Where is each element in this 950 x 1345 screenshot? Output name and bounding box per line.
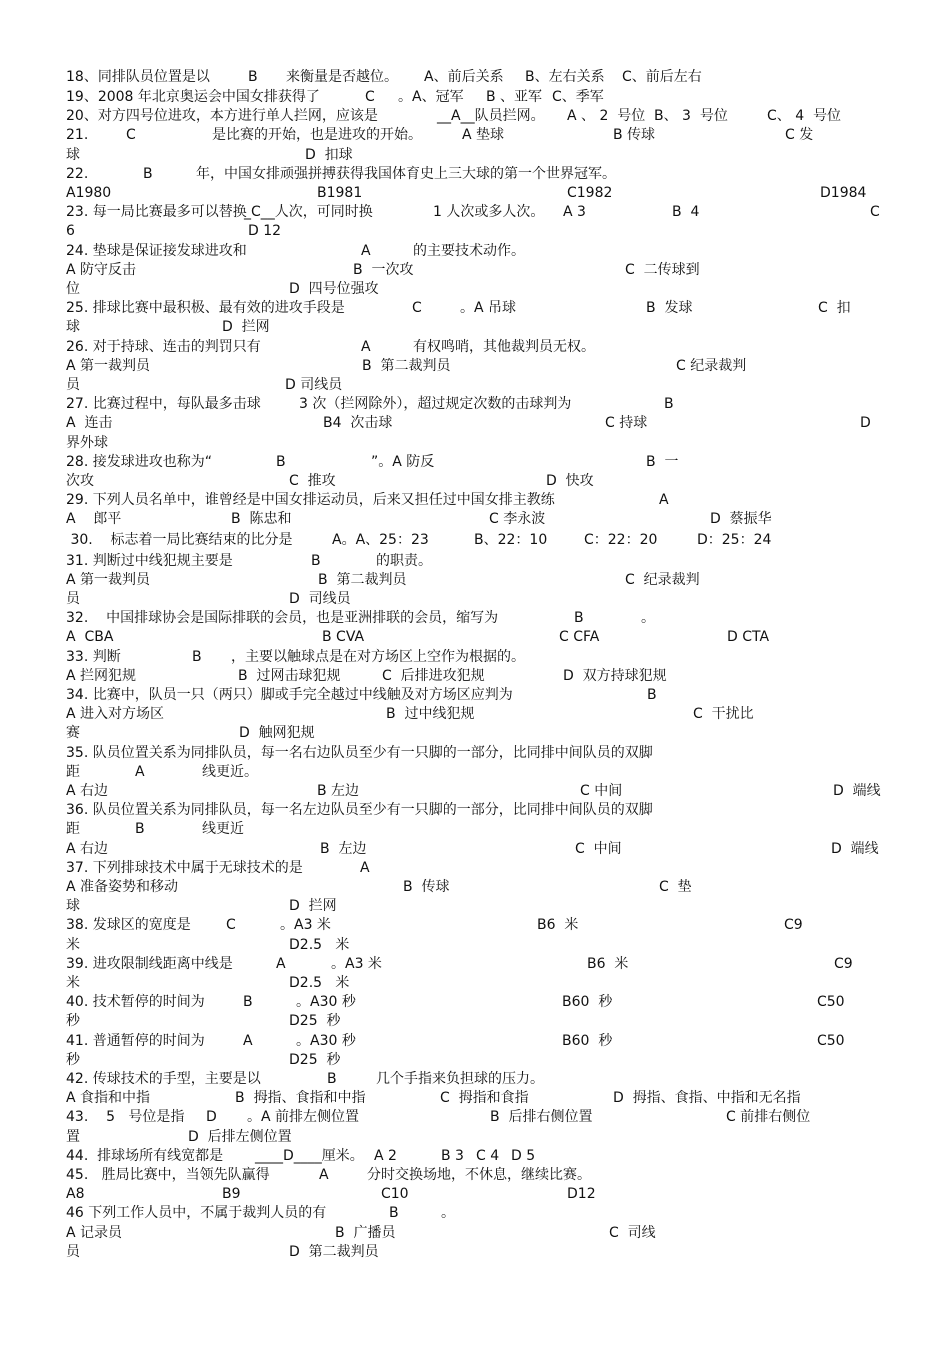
line-text: A 进入对方场区: [66, 706, 165, 722]
line-text: 23. 每一局比赛最多可以替换: [66, 204, 247, 220]
line-segment: C 干扰比: [693, 706, 754, 722]
line-segment: D 四号位强攻: [289, 281, 379, 297]
line-segment: D 12: [248, 223, 282, 239]
question-line: [0, 1051, 950, 1070]
line-segment: A: [361, 339, 371, 355]
line-segment: C、 4 号位: [767, 108, 842, 124]
line-segment: A: [243, 1033, 253, 1049]
line-segment: B 、亚军: [486, 89, 543, 105]
question-line: [0, 395, 950, 414]
line-segment: D 后排左侧位置: [188, 1129, 292, 1145]
line-segment: B: [389, 1205, 399, 1221]
line-segment: B: [327, 1071, 337, 1087]
question-line: [0, 667, 950, 686]
line-segment: B、 3 号位: [654, 108, 728, 124]
line-segment: C：22：20: [584, 532, 658, 548]
question-line: [0, 1108, 950, 1127]
line-text: 43. 5 号位是指: [66, 1109, 185, 1125]
line-segment: 。A3 米: [331, 956, 382, 972]
line-text: 26. 对于持球、连击的判罚只有: [66, 339, 261, 355]
line-segment: 年，中国女排顽强拼搏获得我国体育史上三大球的第一个世界冠军。: [196, 166, 616, 182]
line-segment: 。A3 米: [280, 917, 331, 933]
question-line: [0, 376, 950, 395]
line-text: 37. 下列排球技术中属于无球技术的是: [66, 860, 303, 876]
line-segment: A、前后关系: [424, 69, 504, 85]
line-segment: D 端线: [831, 841, 879, 857]
line-segment: B 一: [646, 454, 679, 470]
question-line: [0, 609, 950, 628]
line-segment: __A__队员拦网。: [437, 108, 545, 124]
line-text: 35. 队员位置关系为同排队员，每一名右边队员至少有一只脚的一部分，比同排中间队员的双脚: [66, 745, 653, 761]
line-text: 30. 标志着一局比赛结束的比分是: [66, 532, 293, 548]
question-line: [0, 1185, 950, 1204]
line-segment: D 双方持球犯规: [563, 668, 667, 684]
line-segment: 。A30 秒: [296, 1033, 356, 1049]
line-segment: B 左边: [317, 783, 360, 799]
question-line: [0, 146, 950, 165]
line-segment: B 一次攻: [353, 262, 414, 278]
question-line: [0, 897, 950, 916]
line-segment: D25 秒: [289, 1052, 341, 1068]
question-line: [0, 222, 950, 241]
line-segment: B60 秒: [562, 994, 613, 1010]
line-segment: _C__人次，可同时换: [244, 204, 373, 220]
line-segment: B 过网击球犯规: [238, 668, 341, 684]
question-line: [0, 1032, 950, 1051]
line-segment: 的主要技术动作。: [413, 243, 525, 259]
question-line: [0, 338, 950, 357]
question-line: [0, 916, 950, 935]
question-line: [0, 1089, 950, 1108]
line-segment: D2.5 米: [289, 975, 350, 991]
line-text: 球: [66, 147, 80, 163]
line-segment: B: [574, 610, 584, 626]
line-segment: B 广播员: [335, 1225, 396, 1241]
line-text: A8: [66, 1186, 85, 1202]
question-line: [0, 628, 950, 647]
line-segment: A: [135, 764, 145, 780]
question-line: [0, 453, 950, 472]
line-segment: D12: [567, 1186, 596, 1202]
line-text: 31. 判断过中线犯规主要是: [66, 553, 233, 569]
line-text: 45. 胜局比赛中，当领先队赢得: [66, 1167, 270, 1183]
line-text: 46 下列工作人员中，不属于裁判人员的有: [66, 1205, 327, 1221]
question-line: [0, 1012, 950, 1031]
line-segment: C、季军: [552, 89, 604, 105]
line-text: A 第一裁判员: [66, 358, 151, 374]
question-line: [0, 165, 950, 184]
line-segment: 是比赛的开始，也是进攻的开始。: [212, 127, 422, 143]
question-line: [0, 552, 950, 571]
line-segment: 。A 吊球: [460, 300, 517, 316]
question-line: [0, 126, 950, 145]
line-segment: A 2: [374, 1148, 397, 1164]
line-segment: A: [659, 492, 669, 508]
line-segment: C 中间: [575, 841, 622, 857]
line-segment: B CVA: [322, 629, 365, 645]
line-segment: C 司线: [609, 1225, 656, 1241]
line-text: 19、2008 年北京奥运会中国女排获得了: [66, 89, 320, 105]
question-line: [0, 571, 950, 590]
line-segment: D 拦网: [222, 319, 270, 335]
line-segment: C 垫: [659, 879, 692, 895]
line-segment: B 4: [672, 204, 700, 220]
line-segment: C 李永波: [489, 511, 546, 527]
line-segment: C 持球: [605, 415, 648, 431]
question-line: [0, 878, 950, 897]
line-segment: D1984: [820, 185, 867, 201]
question-line: [0, 68, 950, 87]
line-text: 33. 判断: [66, 649, 121, 665]
line-segment: C1982: [567, 185, 613, 201]
question-line: [0, 820, 950, 839]
line-text: A 拦网犯规: [66, 668, 137, 684]
line-text: 28. 接发球进攻也称为“: [66, 454, 212, 470]
line-text: 员: [66, 377, 80, 393]
line-segment: C 前排右侧位: [726, 1109, 811, 1125]
line-text: 球: [66, 898, 80, 914]
line-segment: D：25：24: [697, 532, 772, 548]
line-segment: 。A、冠军: [398, 89, 464, 105]
line-text: 秒: [66, 1013, 80, 1029]
line-text: 米: [66, 937, 80, 953]
line-text: 界外球: [66, 435, 108, 451]
question-line: [0, 434, 950, 453]
line-segment: 来衡量是否越位。: [286, 69, 398, 85]
question-line: [0, 88, 950, 107]
line-segment: C50: [817, 994, 845, 1010]
line-text: 赛: [66, 725, 80, 741]
line-segment: C 纪录裁判: [625, 572, 700, 588]
line-segment: B6 米: [537, 917, 579, 933]
line-segment: D 司线员: [289, 591, 351, 607]
line-segment: B6 米: [587, 956, 629, 972]
line-text: 22.: [66, 166, 89, 182]
question-line: [0, 414, 950, 433]
line-text: 球: [66, 319, 80, 335]
line-text: A 郎平: [66, 511, 122, 527]
line-segment: D 触网犯规: [239, 725, 315, 741]
line-segment: C9: [784, 917, 803, 933]
question-line: [0, 859, 950, 878]
question-line: [0, 744, 950, 763]
line-text: A1980: [66, 185, 112, 201]
line-segment: D 快攻: [546, 473, 594, 489]
line-text: 员: [66, 1244, 80, 1260]
line-text: 40. 技术暂停的时间为: [66, 994, 205, 1010]
line-segment: B: [647, 687, 657, 703]
question-line: [0, 955, 950, 974]
line-segment: C9: [834, 956, 853, 972]
question-line: [0, 357, 950, 376]
line-segment: A 垫球: [462, 127, 505, 143]
line-text: 27. 比赛过程中，每队最多击球: [66, 396, 261, 412]
question-line: [0, 242, 950, 261]
line-text: 21.: [66, 127, 89, 143]
question-line: [0, 107, 950, 126]
line-text: 24. 垫球是保证接发球进攻和: [66, 243, 247, 259]
question-line: [0, 974, 950, 993]
question-line: [0, 280, 950, 299]
line-segment: D 拇指、食指、中指和无名指: [613, 1090, 801, 1106]
line-segment: D 5: [511, 1148, 536, 1164]
line-text: 32. 中国排球协会是国际排联的会员，也是亚洲排联的会员，缩写为: [66, 610, 499, 626]
line-text: 34. 比赛中，队员一只（两只）脚或手完全越过中线触及对方场区应判为: [66, 687, 513, 703]
line-text: 39. 进攻限制线距离中线是: [66, 956, 233, 972]
line-segment: B 传球: [613, 127, 656, 143]
line-segment: C: [365, 89, 375, 105]
line-segment: B: [664, 396, 674, 412]
question-line: [0, 705, 950, 724]
question-line: [0, 318, 950, 337]
line-text: 位: [66, 281, 80, 297]
line-segment: A 、 2 号位: [567, 108, 646, 124]
line-segment: B 后排右侧位置: [490, 1109, 593, 1125]
line-text: 距: [66, 764, 80, 780]
line-segment: D 蔡振华: [710, 511, 772, 527]
line-segment: A: [276, 956, 286, 972]
line-text: A 第一裁判员: [66, 572, 151, 588]
line-segment: D: [206, 1109, 217, 1125]
line-text: A 右边: [66, 841, 109, 857]
line-segment: ”。A 防反: [371, 454, 435, 470]
line-text: 米: [66, 975, 80, 991]
line-segment: B: [311, 553, 321, 569]
question-line: [0, 1070, 950, 1089]
question-line: [0, 1128, 950, 1147]
question-line: [0, 724, 950, 743]
line-segment: C 推攻: [289, 473, 336, 489]
question-line: [0, 763, 950, 782]
line-segment: D2.5 米: [289, 937, 350, 953]
line-text: A 连击: [66, 415, 113, 431]
line-segment: 。A30 秒: [296, 994, 356, 1010]
line-text: 44. 排球场所有线宽都是: [66, 1148, 224, 1164]
line-segment: C 纪录裁判: [676, 358, 747, 374]
line-segment: A: [319, 1167, 329, 1183]
question-line: [0, 1147, 950, 1166]
question-line: [0, 1243, 950, 1262]
line-segment: B 传球: [403, 879, 450, 895]
line-segment: 几个手指来负担球的压力。: [376, 1071, 544, 1087]
line-text: 29. 下列人员名单中，谁曾经是中国女排运动员，后来又担任过中国女排主教练: [66, 492, 555, 508]
line-segment: C: [412, 300, 422, 316]
line-segment: B 拇指、食指和中指: [235, 1090, 366, 1106]
line-segment: B9: [222, 1186, 241, 1202]
line-segment: A: [360, 860, 370, 876]
line-text: 20、对方四号位进攻，本方进行单人拦网，应该是: [66, 108, 378, 124]
line-segment: 。A 前排左侧位置: [247, 1109, 360, 1125]
question-line: [0, 1204, 950, 1223]
line-segment: C: [870, 204, 880, 220]
line-segment: D: [860, 415, 871, 431]
line-text: 秒: [66, 1052, 80, 1068]
line-text: A CBA: [66, 629, 114, 645]
line-segment: B 发球: [646, 300, 693, 316]
line-segment: 线更近。: [202, 764, 258, 780]
question-line: [0, 590, 950, 609]
question-line: [0, 840, 950, 859]
line-segment: D 端线: [833, 783, 881, 799]
line-segment: D 司线员: [285, 377, 343, 393]
line-segment: C CFA: [559, 629, 600, 645]
line-segment: C 扣: [818, 300, 851, 316]
line-segment: C 发: [785, 127, 814, 143]
line-text: 次攻: [66, 473, 94, 489]
line-segment: C 后排进攻犯规: [382, 668, 485, 684]
line-segment: D 拦网: [289, 898, 337, 914]
question-line: [0, 491, 950, 510]
line-text: 18、同排队员位置是以: [66, 69, 210, 85]
line-segment: 。: [641, 610, 655, 626]
line-text: 6: [66, 223, 75, 239]
line-segment: C 4: [476, 1148, 500, 1164]
question-line: [0, 686, 950, 705]
line-segment: 。: [441, 1205, 455, 1221]
line-text: A 记录员: [66, 1225, 123, 1241]
line-segment: B4 次击球: [323, 415, 393, 431]
question-line: [0, 531, 950, 550]
question-line: [0, 472, 950, 491]
line-segment: B: [248, 69, 258, 85]
line-text: A 右边: [66, 783, 109, 799]
line-text: A 食指和中指: [66, 1090, 151, 1106]
line-segment: C: [226, 917, 236, 933]
line-text: A 准备姿势和移动: [66, 879, 179, 895]
line-segment: 的职责。: [376, 553, 432, 569]
line-segment: 3 次（拦网除外），超过规定次数的击球判为: [299, 396, 572, 412]
question-line: [0, 184, 950, 203]
line-segment: C 拇指和食指: [440, 1090, 529, 1106]
line-segment: 分时交换场地，不休息，继续比赛。: [367, 1167, 591, 1183]
line-segment: C 二传球到: [625, 262, 700, 278]
line-segment: A: [361, 243, 371, 259]
line-segment: B: [135, 821, 145, 837]
line-segment: C 中间: [580, 783, 623, 799]
line-segment: ____D____厘米。: [255, 1148, 364, 1164]
question-line: [0, 261, 950, 280]
question-line: [0, 299, 950, 318]
line-segment: 有权鸣哨，其他裁判员无权。: [413, 339, 595, 355]
question-line: [0, 936, 950, 955]
line-text: 员: [66, 591, 80, 607]
line-segment: D CTA: [727, 629, 770, 645]
question-line: [0, 782, 950, 801]
line-text: 36. 队员位置关系为同排队员，每一名左边队员至少有一只脚的一部分，比同排中间队员的双脚: [66, 802, 653, 818]
line-segment: A。A、25：23: [332, 532, 429, 548]
line-segment: A 3: [563, 204, 586, 220]
line-text: 41. 普通暂停的时间为: [66, 1033, 205, 1049]
line-segment: B: [276, 454, 286, 470]
line-segment: B: [143, 166, 153, 182]
line-segment: B1981: [317, 185, 363, 201]
line-text: 38. 发球区的宽度是: [66, 917, 191, 933]
question-line: [0, 801, 950, 820]
line-text: 距: [66, 821, 80, 837]
line-segment: C50: [817, 1033, 845, 1049]
line-segment: C: [126, 127, 136, 143]
line-segment: B: [243, 994, 253, 1010]
line-segment: 线更近: [202, 821, 244, 837]
line-segment: B、左右关系: [525, 69, 605, 85]
line-segment: B 左边: [320, 841, 367, 857]
line-segment: B 陈忠和: [231, 511, 292, 527]
line-text: 置: [66, 1129, 80, 1145]
line-segment: B 3: [441, 1148, 464, 1164]
question-line: [0, 203, 950, 222]
line-segment: C10: [381, 1186, 409, 1202]
question-line: [0, 1224, 950, 1243]
line-segment: ，主要以触球点是在对方场区上空作为根据的。: [231, 649, 525, 665]
line-segment: C、前后左右: [622, 69, 702, 85]
line-segment: B 第二裁判员: [318, 572, 407, 588]
line-segment: B、22：10: [474, 532, 548, 548]
line-segment: B 第二裁判员: [362, 358, 451, 374]
question-line: [0, 1166, 950, 1185]
line-segment: D 第二裁判员: [289, 1244, 379, 1260]
line-segment: D25 秒: [289, 1013, 341, 1029]
line-segment: B: [192, 649, 202, 665]
line-text: A 防守反击: [66, 262, 137, 278]
line-text: 42. 传球技术的手型，主要是以: [66, 1071, 261, 1087]
line-segment: 1 人次或多人次。: [433, 204, 545, 220]
line-segment: B 过中线犯规: [386, 706, 475, 722]
line-segment: B60 秒: [562, 1033, 613, 1049]
line-segment: D 扣球: [305, 147, 353, 163]
question-line: [0, 993, 950, 1012]
line-text: 25. 排球比赛中最积极、最有效的进攻手段是: [66, 300, 345, 316]
question-line: [0, 510, 950, 529]
question-line: [0, 648, 950, 667]
